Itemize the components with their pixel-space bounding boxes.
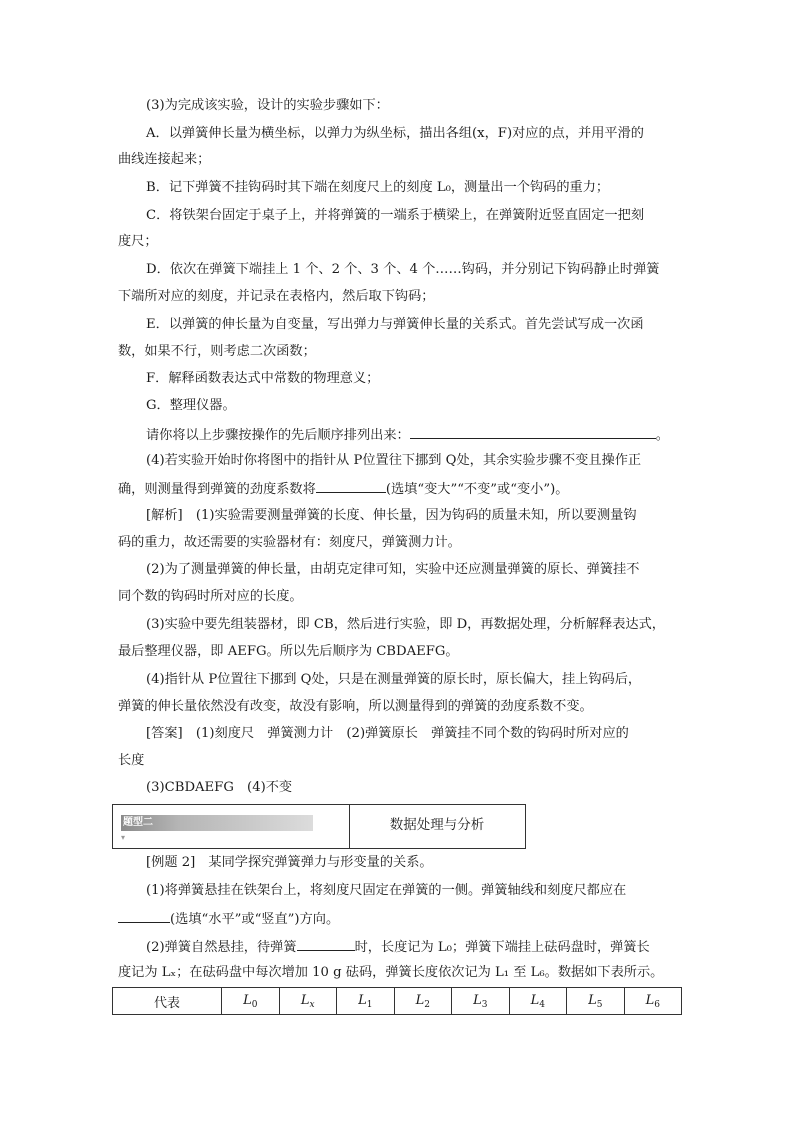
- order-question-line: [146, 424, 706, 444]
- step-b-line: B．记下弹簧不挂钩码时其下端在刻度尺上的刻度 L₀，测量出一个钩码的重力；: [146, 180, 610, 195]
- step-a-line-1: A．以弹簧伸长量为横坐标，以弹力为纵坐标，描出各组(x，F)对应的点，并用平滑的: [146, 126, 644, 141]
- table-cell: [624, 988, 682, 1015]
- state-answer-blank[interactable]: [297, 936, 355, 951]
- analysis-line-4: 同个数的钩码时所对应的长度。: [118, 589, 303, 604]
- table-row: [113, 988, 682, 1015]
- step-c-line-2: 度尺；: [118, 234, 158, 249]
- section-title: 数据处理与分析: [389, 817, 485, 833]
- analysis-line-5: (3)实验中要先组装器材，即 CB，然后进行实验，即 D，再数据处理，分析解释表达式，: [146, 617, 665, 632]
- question-4-line-2: [118, 478, 678, 498]
- section-tag: [121, 815, 313, 831]
- example-2-q2-text-b: 时，长度记为 L₀；弹簧下端挂上砝码盘时，弹簧长: [354, 940, 650, 955]
- section-banner: [112, 804, 526, 849]
- symbol-base: L: [415, 992, 425, 1008]
- analysis-line-2: 码的重力，故还需要的实验器材有：刻度尺，弹簧测力计。: [118, 535, 461, 550]
- analysis-line-7: (4)指针从 P位置往下挪到 Q处，只是在测量弹簧的原长时，原长偏大，挂上钩码后，: [146, 672, 642, 687]
- example-2-q2-line-2: 度记为 Lₓ；在砝码盘中每次增加 10 g 砝码，弹簧长度依次记为 L₁ 至 L₆。数据如下表所示。: [118, 965, 664, 980]
- table-cell: [222, 988, 280, 1015]
- question-4-text-a: 确，则测量得到弹簧的劲度系数将: [118, 482, 316, 497]
- example-2-q1-line-1: (1)将弹簧悬挂在铁架台上，将刻度尺固定在弹簧的一侧。弹簧轴线和刻度尺都应在: [146, 883, 627, 898]
- question-3-intro: (3)为完成该实验，设计的实验步骤如下：: [146, 98, 389, 113]
- symbol-base: L: [358, 992, 367, 1008]
- symbol-sub: 4: [539, 999, 545, 1010]
- table-cell: [394, 988, 452, 1015]
- table-cell: [567, 988, 625, 1015]
- section-tag-mark: ▾: [121, 833, 126, 842]
- analysis-line-1: [解析] (1)实验需要测量弹簧的长度、伸长量，因为钩码的质量未知，所以要测量钩: [146, 508, 637, 523]
- example-2-q2-line-1: [146, 936, 706, 956]
- stiffness-answer-blank[interactable]: [316, 478, 386, 493]
- step-d-line-1: D．依次在弹簧下端挂上 1 个、2 个、3 个、4 个……钩码，并分别记下钩码静止时弹簧: [146, 262, 660, 277]
- example-2-q2-text-a: (2)弹簧自然悬挂，待弹簧: [146, 940, 297, 955]
- step-f-line: F．解释函数表达式中常数的物理意义；: [146, 371, 380, 386]
- example-2-q1-text: (选填“水平”或“竖直”)方向。: [170, 912, 340, 927]
- example-2-q1-line-2: [118, 908, 678, 928]
- direction-answer-blank[interactable]: [118, 908, 170, 923]
- symbol-base: L: [243, 992, 252, 1008]
- symbol-sub: 6: [654, 999, 660, 1010]
- table-cell: [452, 988, 510, 1015]
- length-data-table: [112, 987, 682, 1015]
- step-e-line-1: E．以弹簧的伸长量为自变量，写出弹力与弹簧伸长量的关系式。首先尝试写成一次函: [146, 317, 644, 332]
- step-a-line-2: 曲线连接起来；: [118, 152, 211, 167]
- section-tag-label: 题型二: [123, 817, 153, 828]
- symbol-base: L: [473, 992, 482, 1008]
- step-c-line-1: C．将铁架台固定于桌子上，并将弹簧的一端系于横梁上，在弹簧附近竖直固定一把刻: [146, 208, 645, 223]
- symbol-sub: 1: [366, 999, 373, 1010]
- table-header-cell: 代表: [113, 988, 222, 1015]
- analysis-line-8: 弹簧的伸长量依然没有改变，故没有影响，所以测量得到的弹簧的劲度系数不变。: [118, 699, 593, 714]
- symbol-base: L: [530, 992, 540, 1008]
- symbol-sub: 2: [424, 999, 430, 1010]
- symbol-sub: 5: [596, 999, 603, 1010]
- question-4-line-1: (4)若实验开始时你将图中的指针从 P位置往下挪到 Q处，其余实验步骤不变且操作正: [146, 453, 642, 468]
- section-banner-left: [113, 805, 350, 848]
- analysis-line-3: (2)为了测量弹簧的伸长量，由胡克定律可知，实验中还应测量弹簧的原长、弹簧挂不: [146, 562, 640, 577]
- symbol-sub: 3: [481, 999, 488, 1010]
- symbol-sub: x: [309, 999, 315, 1010]
- step-d-line-2: 下端所对应的刻度，并记录在表格内，然后取下钩码；: [118, 289, 435, 304]
- step-e-line-2: 数，如果不行，则考虑二次函数；: [118, 344, 316, 359]
- answer-line-1: [答案] (1)刻度尺 弹簧测力计 (2)弹簧原长 弹簧挂不同个数的钩码时所对应的: [146, 726, 629, 741]
- question-4-text-b: (选填“变大”“不变”或“变小”)。: [385, 482, 569, 497]
- answer-line-3: (3)CBDAEFG (4)不变: [146, 780, 293, 795]
- symbol-sub: 0: [251, 999, 258, 1010]
- answer-line-2: 长度: [118, 753, 145, 768]
- order-answer-blank[interactable]: [410, 424, 656, 439]
- table-cell: [337, 988, 395, 1015]
- order-period: 。: [655, 428, 669, 443]
- example-2-heading: [例题 2] 某同学探究弹簧弹力与形变量的关系。: [146, 855, 433, 870]
- analysis-line-6: 最后整理仪器，即 AEFG。所以先后顺序为 CBDAEFG。: [118, 644, 459, 659]
- order-prompt: 请你将以上步骤按操作的先后顺序排列出来：: [146, 428, 410, 443]
- symbol-base: L: [588, 992, 597, 1008]
- table-cell: [279, 988, 337, 1015]
- table-cell: [509, 988, 567, 1015]
- step-g-line: G．整理仪器。: [146, 398, 236, 413]
- symbol-base: L: [300, 992, 310, 1008]
- symbol-base: L: [645, 992, 655, 1008]
